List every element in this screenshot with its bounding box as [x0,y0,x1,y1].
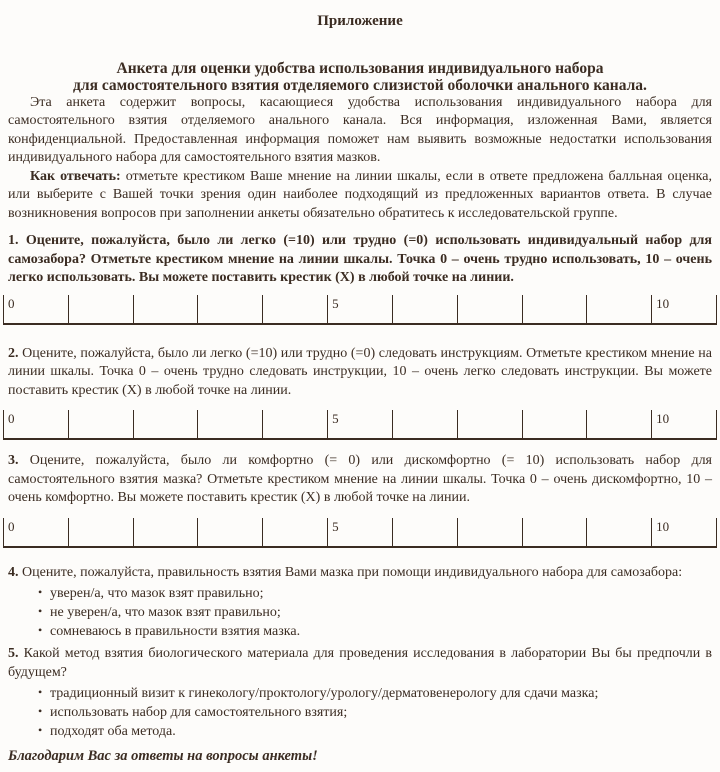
scale-segment [522,295,587,323]
scale-segment [522,518,587,546]
appendix-label: Приложение [317,13,403,29]
scale-segment [197,518,262,546]
question-1-number: 1. [8,233,19,248]
question-5-options [8,684,712,741]
scale-segment [586,518,651,546]
scale-segment [522,410,587,438]
question-4-text: Оцените, пожалуйста, правильность взятия Вами мазка при помощи индивидуального набора для самозабора: [18,564,683,580]
how-to-answer-label: Как отвечать: [30,168,121,184]
rating-scale-1 [3,295,717,325]
scale-segment [586,295,651,323]
page-title [8,60,712,94]
question-4-number: 4. [8,564,19,580]
scale-tick-label: 5 [332,295,339,311]
bullet-icon [38,603,50,622]
bullet-icon [38,622,50,641]
question-4-option-3 [38,622,712,641]
scale-segment [133,295,198,323]
scale-tick-label: 5 [332,518,339,534]
scale-segment [327,410,392,438]
question-2-text: Оцените, пожалуйста, было ли легко (=10) или трудно (=0) следовать инструкциям. Отметьте крестиком мнение на линии шкалы. Точка 0 – очень трудно следовать инструкции, 10 – очень легко следовать инструкции. Вы можете поставить крестик (X) в любой точке на линии. [8,345,712,398]
scale-segment [3,518,68,546]
question-2 [8,345,712,401]
scale-segment [327,518,392,546]
scale-tick-label: 0 [8,295,15,311]
option-text: уверен/а, что мазок взят правильно; [50,586,264,601]
scale-segment [68,410,133,438]
option-text: не уверен/а, что мазок взят правильно; [50,605,281,620]
scale-segment [262,410,327,438]
scale-segment [392,518,457,546]
scale-segment [586,410,651,438]
scale-tick-label: 10 [656,518,670,534]
rating-scale-3 [3,518,717,548]
question-5-number: 5. [8,646,19,661]
scale-segment [327,295,392,323]
question-1 [8,232,712,288]
bullet-icon [38,722,50,741]
question-2-number: 2. [8,345,19,361]
scale-tick-label: 10 [656,295,670,311]
option-text: сомневаюсь в правильности взятия мазка. [50,624,301,639]
option-text: традиционный визит к гинекологу/проктологу/урологу/дерматовенерологу для сдачи мазка; [50,686,599,701]
option-text: использовать набор для самостоятельного взятия; [50,705,348,720]
question-5 [8,645,712,682]
scale-segment [197,295,262,323]
scale-segment [133,410,198,438]
bullet-icon [38,684,50,703]
how-to-answer-text: отметьте крестиком Ваше мнение на линии шкалы, если в ответе предложена балльная оценка, или выберите с Вашей точки зрения один наиболее подходящий из предложенных вариантов ответа. В случае возникновения вопросов при заполнении анкеты обязательно обратитесь к исследовательской группе. [8,168,712,221]
question-5-option-2 [38,703,712,722]
bullet-icon [38,584,50,603]
question-4-option-2 [38,603,712,622]
scale-segment [651,295,716,323]
page-title-line-1: Анкета для оценки удобства использования индивидуального набора [116,59,604,77]
scale-segment [3,295,68,323]
question-3 [8,452,712,508]
option-text: подходят оба метода. [50,724,176,739]
question-5-option-3 [38,722,712,741]
question-5-option-1 [38,684,712,703]
scale-segment [651,410,716,438]
scale-segment [457,518,522,546]
question-4-option-1 [38,584,712,603]
question-4-options [8,584,712,641]
scale-tick-label: 0 [8,411,15,426]
scale-segment [133,518,198,546]
question-4 [8,564,712,583]
question-3-number: 3. [8,453,19,468]
question-5-text: Какой метод взятия биологического материала для проведения исследования в лаборатории Вы бы предпочли в будущем? [8,646,712,680]
scale-tick-label: 5 [332,411,339,426]
page-title-line-2: для самостоятельного взятия отделяемого слизистой оболочки анального канала. [73,76,647,94]
scale-segment [651,518,716,546]
scale-segment [392,410,457,438]
scale-segment [68,295,133,323]
rating-scale-2 [3,410,717,440]
scale-segment [457,295,522,323]
scale-segment [262,518,327,546]
closing-note: Благодарим Вас за ответы на вопросы анкеты! [8,748,318,764]
scale-segment [3,410,68,438]
scale-segment [68,518,133,546]
question-1-text: Оцените, пожалуйста, было ли легко (=10) или трудно (=0) использовать индивидуальный набор для самозабора? Отметьте крестиком мнение на линии шкалы. Точка 0 – очень трудно использовать, 10 – очень легко использовать. Вы можете поставить крестик (X) в любой точке на линии. [8,233,712,285]
scale-tick-label: 10 [656,411,670,426]
scale-segment [262,295,327,323]
scale-segment [197,410,262,438]
bullet-icon [38,703,50,722]
question-3-text: Оцените, пожалуйста, было ли комфортно (= 0) или дискомфортно (= 10) использовать набор для самостоятельного взятия мазка? Отметьте крестиком мнение на линии шкалы. Точка 0 – очень дискомфортно, 10 – очень комфортно. Вы можете поставить крестик (X) в любой точке на линии. [8,453,712,505]
scale-segment [392,295,457,323]
how-to-answer-paragraph [8,168,712,224]
intro-paragraph: Эта анкета содержит вопросы, касающиеся удобства использования индивидуального набора для самостоятельного взятия отделяемого анального канала. Вся информация, изложенная Вами, является конфиденциальной. Предоставленная информация поможет нам выявить возможные недостатки использования индивидуального набора для самостоятельного взятия мазков. [8,94,712,165]
scale-tick-label: 0 [8,518,15,534]
scale-segment [457,410,522,438]
